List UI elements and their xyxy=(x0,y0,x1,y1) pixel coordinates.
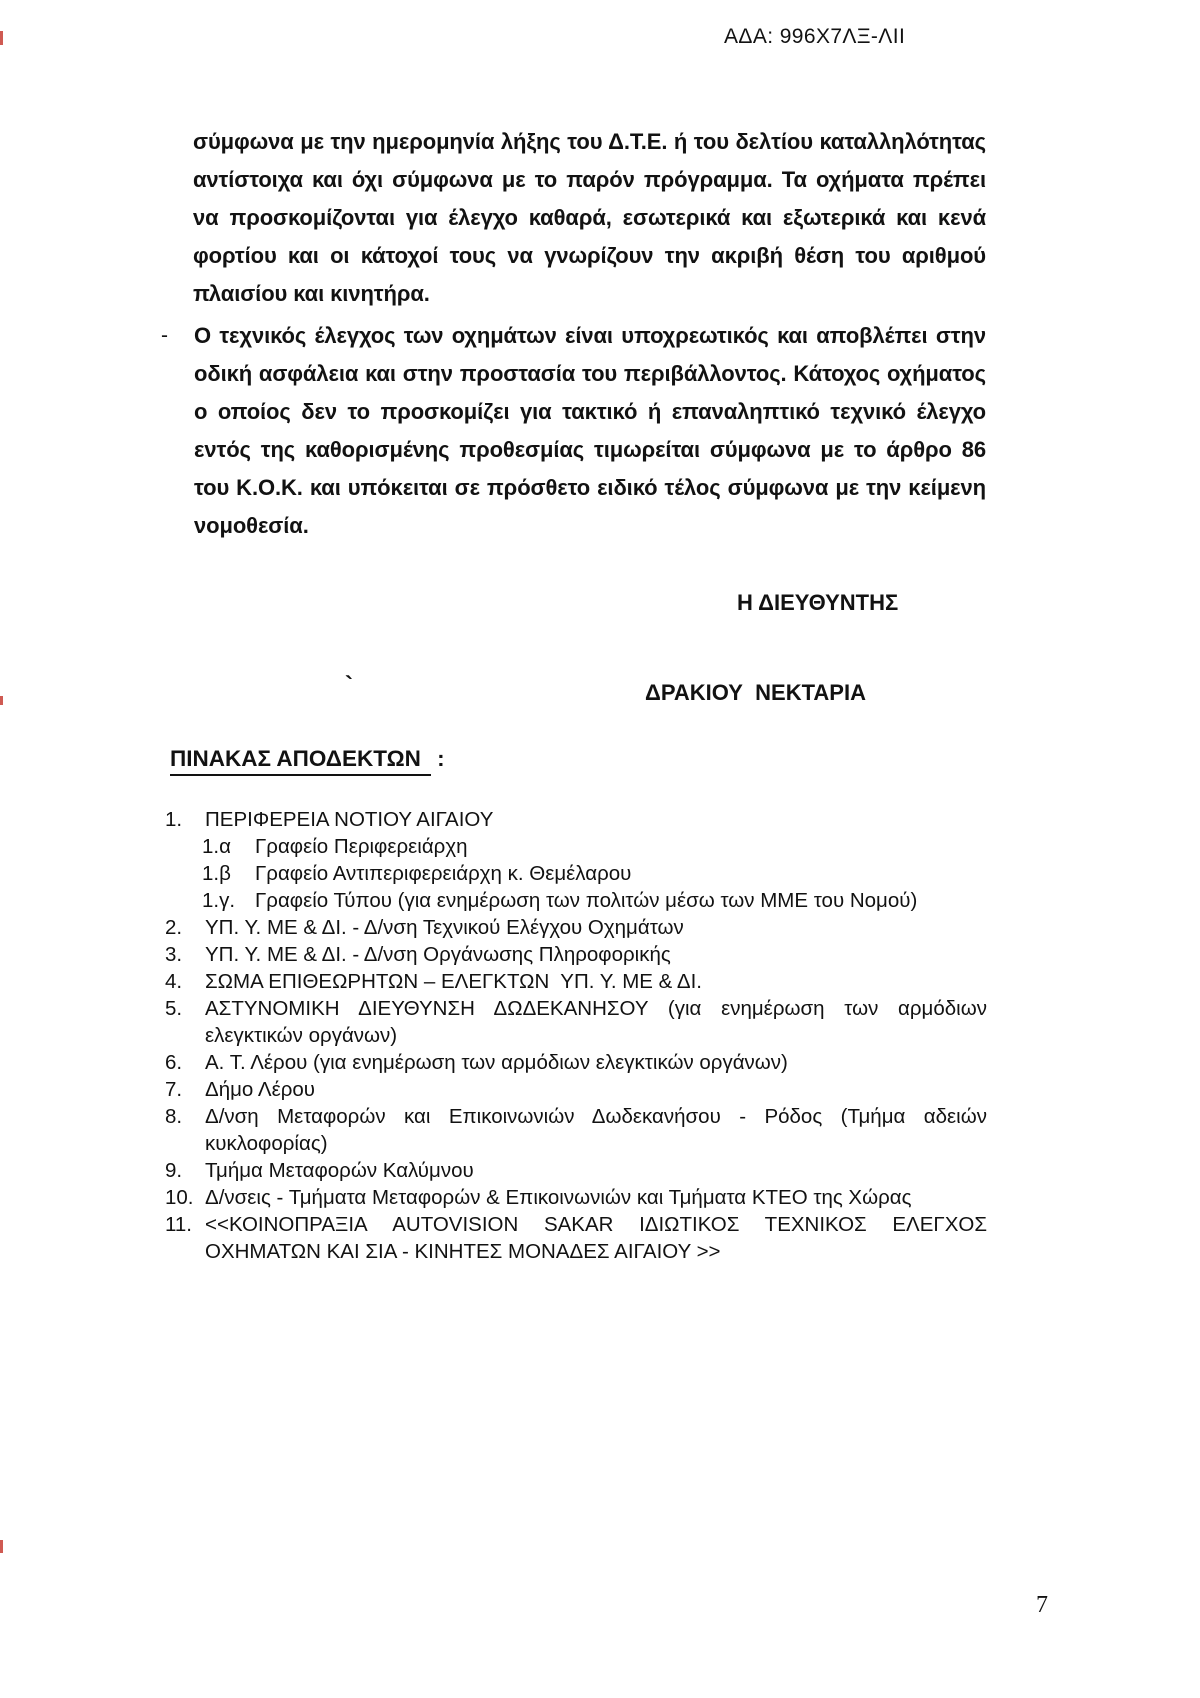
recipient-item-text: Δ/νσεις - Τμήματα Μεταφορών & Επικοινωνιών και Τμήματα ΚΤΕΟ της Χώρας xyxy=(205,1186,912,1209)
recipient-item xyxy=(202,860,987,887)
recipient-item-text: Τμήμα Μεταφορών Καλύμνου xyxy=(205,1159,474,1182)
paragraph-continuation: σύμφωνα με την ημερομηνία λήξης του Δ.Τ.Ε. ή του δελτίου καταλληλότητας αντίστοιχα και όχι σύμφωνα με το παρόν πρόγραμμα. Τα οχήματα πρέπει να προσκομίζονται για έλεγχο καθαρά, εσωτερικά και εξωτερικά και κενά φορτίου και οι κάτοχοί τους να γνωρίζουν την ακριβή θέση του αριθμού πλαισίου και κινητήρα. xyxy=(193,129,986,306)
recipient-item-text: Γραφείο Τύπου (για ενημέρωση των πολιτών μέσω των ΜΜΕ του Νομού) xyxy=(255,889,918,912)
recipient-item-number: 3. xyxy=(165,943,183,966)
recipient-item-number: 1.γ. xyxy=(202,889,236,912)
recipients-list xyxy=(165,806,993,1265)
recipient-item xyxy=(202,833,987,860)
recipient-item-number: 2. xyxy=(165,916,183,939)
ada-reference: ΑΔΑ: 996Χ7ΛΞ-ΛΙΙ xyxy=(724,25,906,48)
recipient-item-number: 1.β xyxy=(202,862,231,885)
recipients-heading-text: ΠΙΝΑΚΑΣ ΑΠΟΔΕΚΤΩΝ xyxy=(170,746,431,776)
recipient-item-number: 1. xyxy=(165,808,183,831)
recipients-heading-colon: : xyxy=(430,746,445,771)
scan-artifact xyxy=(0,31,3,45)
recipient-item-text: Γραφείο Αντιπεριφερειάρχη κ. Θεμέλαρου xyxy=(255,862,632,885)
recipient-item-number: 5. xyxy=(165,997,183,1020)
recipient-item-text: ΑΣΤΥΝΟΜΙΚΗ ΔΙΕΥΘΥΝΣΗ ΔΩΔΕΚΑΝΗΣΟΥ (για ενημέρωση των αρμόδιων ελεγκτικών οργάνων) xyxy=(205,997,993,1047)
recipient-item-text: Δ/νση Μεταφορών και Επικοινωνιών Δωδεκανήσου - Ρόδος (Τμήμα αδειών κυκλοφορίας) xyxy=(205,1105,993,1155)
recipient-item xyxy=(165,1049,987,1076)
recipient-item-number: 11. xyxy=(165,1213,192,1236)
recipient-item-text: <<ΚΟΙΝΟΠΡΑΞΙΑ AUTOVISION SAKAR ΙΔΙΩΤΙΚΟΣ ΤΕΧΝΙΚΟΣ ΕΛΕΓΧΟΣ ΟΧΗΜΑΤΩΝ ΚΑΙ ΣΙΑ - ΚΙΝΗΤΕΣ ΜΟΝΑΔΕΣ ΑΙΓΑΙΟΥ >> xyxy=(205,1213,993,1263)
recipient-item-number: 4. xyxy=(165,970,183,993)
recipient-item-text: ΣΩΜΑ ΕΠΙΘΕΩΡΗΤΩΝ – ΕΛΕΓΚΤΩΝ ΥΠ. Υ. ΜΕ & ΔΙ. xyxy=(205,970,702,993)
recipient-item xyxy=(165,806,987,833)
recipient-item-text: Α. Τ. Λέρου (για ενημέρωση των αρμόδιων ελεγκτικών οργάνων) xyxy=(205,1051,788,1074)
recipient-item-number: 9. xyxy=(165,1159,183,1182)
stray-mark: ` xyxy=(345,672,353,699)
recipient-item xyxy=(165,1211,993,1265)
recipient-item xyxy=(165,914,987,941)
recipient-item-number: 8. xyxy=(165,1105,183,1128)
recipient-item-text: ΠΕΡΙΦΕΡΕΙΑ ΝΟΤΙΟΥ ΑΙΓΑΙΟΥ xyxy=(205,808,494,831)
recipient-item-number: 10. xyxy=(165,1186,194,1209)
bullet-paragraph xyxy=(160,317,986,545)
signature-name: ΔΡΑΚΙΟΥ ΝΕΚΤΑΡΙΑ xyxy=(645,680,866,705)
recipient-item xyxy=(165,1103,993,1157)
recipient-item-text: Δήμο Λέρου xyxy=(205,1078,315,1101)
recipient-item xyxy=(165,995,993,1049)
page-number: 7 xyxy=(1036,1592,1048,1618)
recipient-item xyxy=(165,1157,987,1184)
recipient-item-number: 7. xyxy=(165,1078,183,1101)
recipient-item-number: 6. xyxy=(165,1051,183,1074)
scan-artifact xyxy=(0,1540,3,1553)
recipient-item xyxy=(202,887,987,914)
body-text xyxy=(160,123,986,545)
recipient-item-text: ΥΠ. Υ. ΜΕ & ΔΙ. - Δ/νση Τεχνικού Ελέγχου Οχημάτων xyxy=(205,916,684,939)
recipient-item xyxy=(165,941,987,968)
signature-title: Η ΔΙΕΥΘΥΝΤΗΣ xyxy=(737,590,899,615)
recipient-item-text: Γραφείο Περιφερειάρχη xyxy=(255,835,468,858)
recipient-item-number: 1.α xyxy=(202,835,231,858)
scan-artifact xyxy=(0,696,3,705)
dash-bullet: - xyxy=(161,324,168,347)
paragraph-technical-inspection: Ο τεχνικός έλεγχος των οχημάτων είναι υποχρεωτικός και αποβλέπει στην οδική ασφάλεια και στην προστασία του περιβάλλοντος. Κάτοχος οχήματος ο οποίος δεν το προσκομίζει για τακτικό ή επαναληπτικό τεχνικό έλεγχο εντός της καθορισμένης προθεσμίας τιμωρείται σύμφωνα με το άρθρο 86 του Κ.Ο.Κ. και υπόκειται σε πρόσθετο ειδικό τέλος σύμφωνα με την κείμενη νομοθεσία. xyxy=(194,323,986,538)
recipient-item xyxy=(165,1184,987,1211)
recipient-item xyxy=(165,1076,987,1103)
recipient-item-text: ΥΠ. Υ. ΜΕ & ΔΙ. - Δ/νση Οργάνωσης Πληροφορικής xyxy=(205,943,671,966)
recipients-heading xyxy=(170,746,445,776)
recipient-item xyxy=(165,968,987,995)
